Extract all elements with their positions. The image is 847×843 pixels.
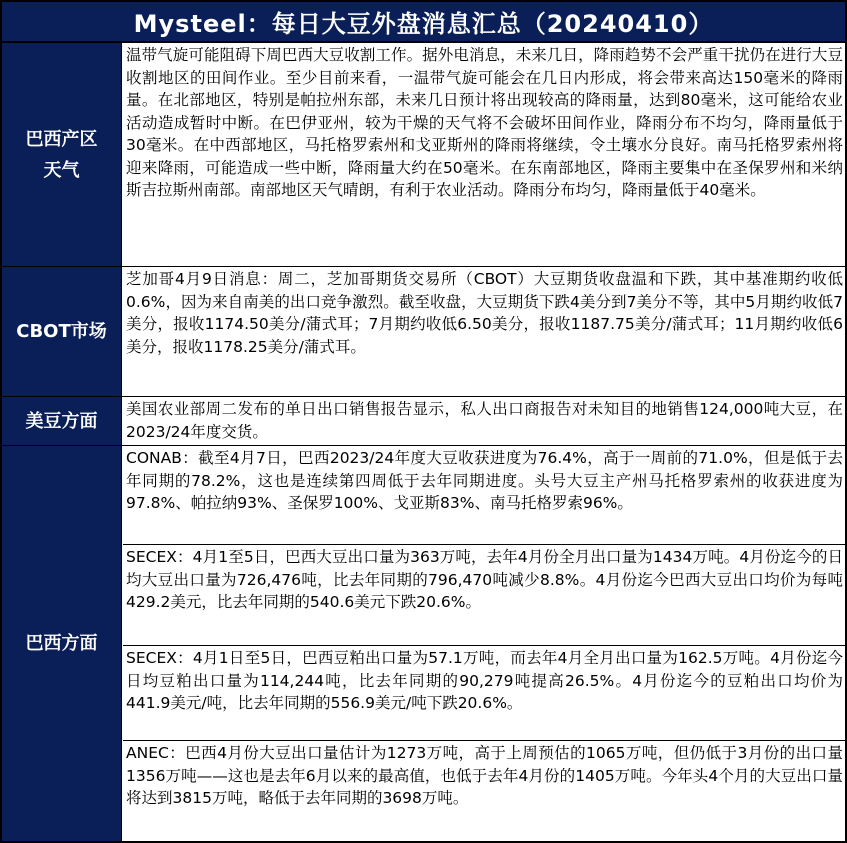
row-text-us-soy: 美国农业部周二发布的单日出口销售报告显示，私人出口商报告对未知目的地销售124,000吨大豆，在2023/24年度交货。 [126,400,843,441]
list-item-anec [123,741,845,841]
list-item-secex-soy [123,545,845,646]
row-label-weather: 巴西产区 天气 [2,43,122,266]
item-text-secex-soy: SECEX：4月1至5日，巴西大豆出口量为363万吨，去年4月份全月出口量为1434万吨。4月份迄今的日均大豆出口量为726,476吨，比去年同期的796,470吨减少8.8%。4月份迄今巴西大豆出口均价为每吨429.2美元，比去年同期的540.6美元下跌20.6%。 [126,548,843,611]
row-label-cbot: CBOT市场 [2,267,122,396]
item-text-anec: ANEC：巴西4月份大豆出口量估计为1273万吨，高于上周预估的1065万吨，但仍低于3月份的出口量1356万吨——这也是去年6月以来的最高值，也低于去年4月份的1405万吨。今年头4个月的大豆出口量将达到3815万吨，略低于去年同期的3698万吨。 [126,744,843,807]
row-text-cbot: 芝加哥4月9日消息：周二，芝加哥期货交易所（CBOT）大豆期货收盘温和下跌，其中基准期约收低0.6%，因为来自南美的出口竞争激烈。截至收盘，大豆期货下跌4美分到7美分不等，其中5月期约收低7美分，报收1174.50美分/蒲式耳；7月期约收低6.50美分，报收1187.75美分/蒲式耳；11月期约收低6美分，报收1178.25美分/蒲式耳。 [126,270,843,356]
row-text-weather: 温带气旋可能阻碍下周巴西大豆收割工作。据外电消息，未来几日，降雨趋势不会严重干扰仍在进行大豆收割地区的田间作业。至少目前来看，一温带气旋可能会在几日内形成，将会带来高达150毫米的降雨量。在北部地区，特别是帕拉州东部，未来几日预计将出现较高的降雨量，达到80毫米，这可能给农业活动造成暂时中断。在巴伊亚州，较为干燥的天气将不会破坏田间作业，降雨分布不均匀，降雨量低于30毫米。在中西部地区，马托格罗索州和戈亚斯州的降雨将继续，令土壤水分良好。南马托格罗索州将迎来降雨，可能造成一些中断，降雨量大约在50毫米。在东南部地区，降雨主要集中在圣保罗州和米纳斯吉拉斯州南部。南部地区天气晴朗，有利于农业活动。降雨分布均匀，降雨量低于40毫米。 [126,46,843,199]
item-text-secex-meal: SECEX：4月1日至5日，巴西豆粕出口量为57.1万吨，而去年4月全月出口量为162.5万吨。4月份迄今日均豆粕出口量为114,244吨，比去年同期的90,279吨提高26.5%。4月份迄今的豆粕出口均价为441.9美元/吨，比去年同期的556.9美元/吨下跌20.6%。 [126,649,843,712]
table-row-cbot [2,267,845,397]
row-label-us-soy: 美豆方面 [2,397,122,445]
table-row-us-soy [2,397,845,446]
item-text-conab: CONAB：截至4月7日，巴西2023/24年度大豆收获进度为76.4%，高于一周前的71.0%，但是低于去年同期的78.2%，这也是连续第四周低于去年同期进度。头号大豆主产州马托格罗索州的收获进度为97.8%、帕拉纳93%、圣保罗100%、戈亚斯83%、南马托格罗索96%。 [126,449,843,512]
row-label-brazil: 巴西方面 [2,446,122,841]
list-item-secex-meal [123,646,845,741]
table-row-weather [2,43,845,267]
brazil-items [123,446,845,841]
page-title: Mysteel：每日大豆外盘消息汇总（20240410） [2,2,845,43]
list-item-conab [123,446,845,545]
table-row-brazil [2,446,845,841]
